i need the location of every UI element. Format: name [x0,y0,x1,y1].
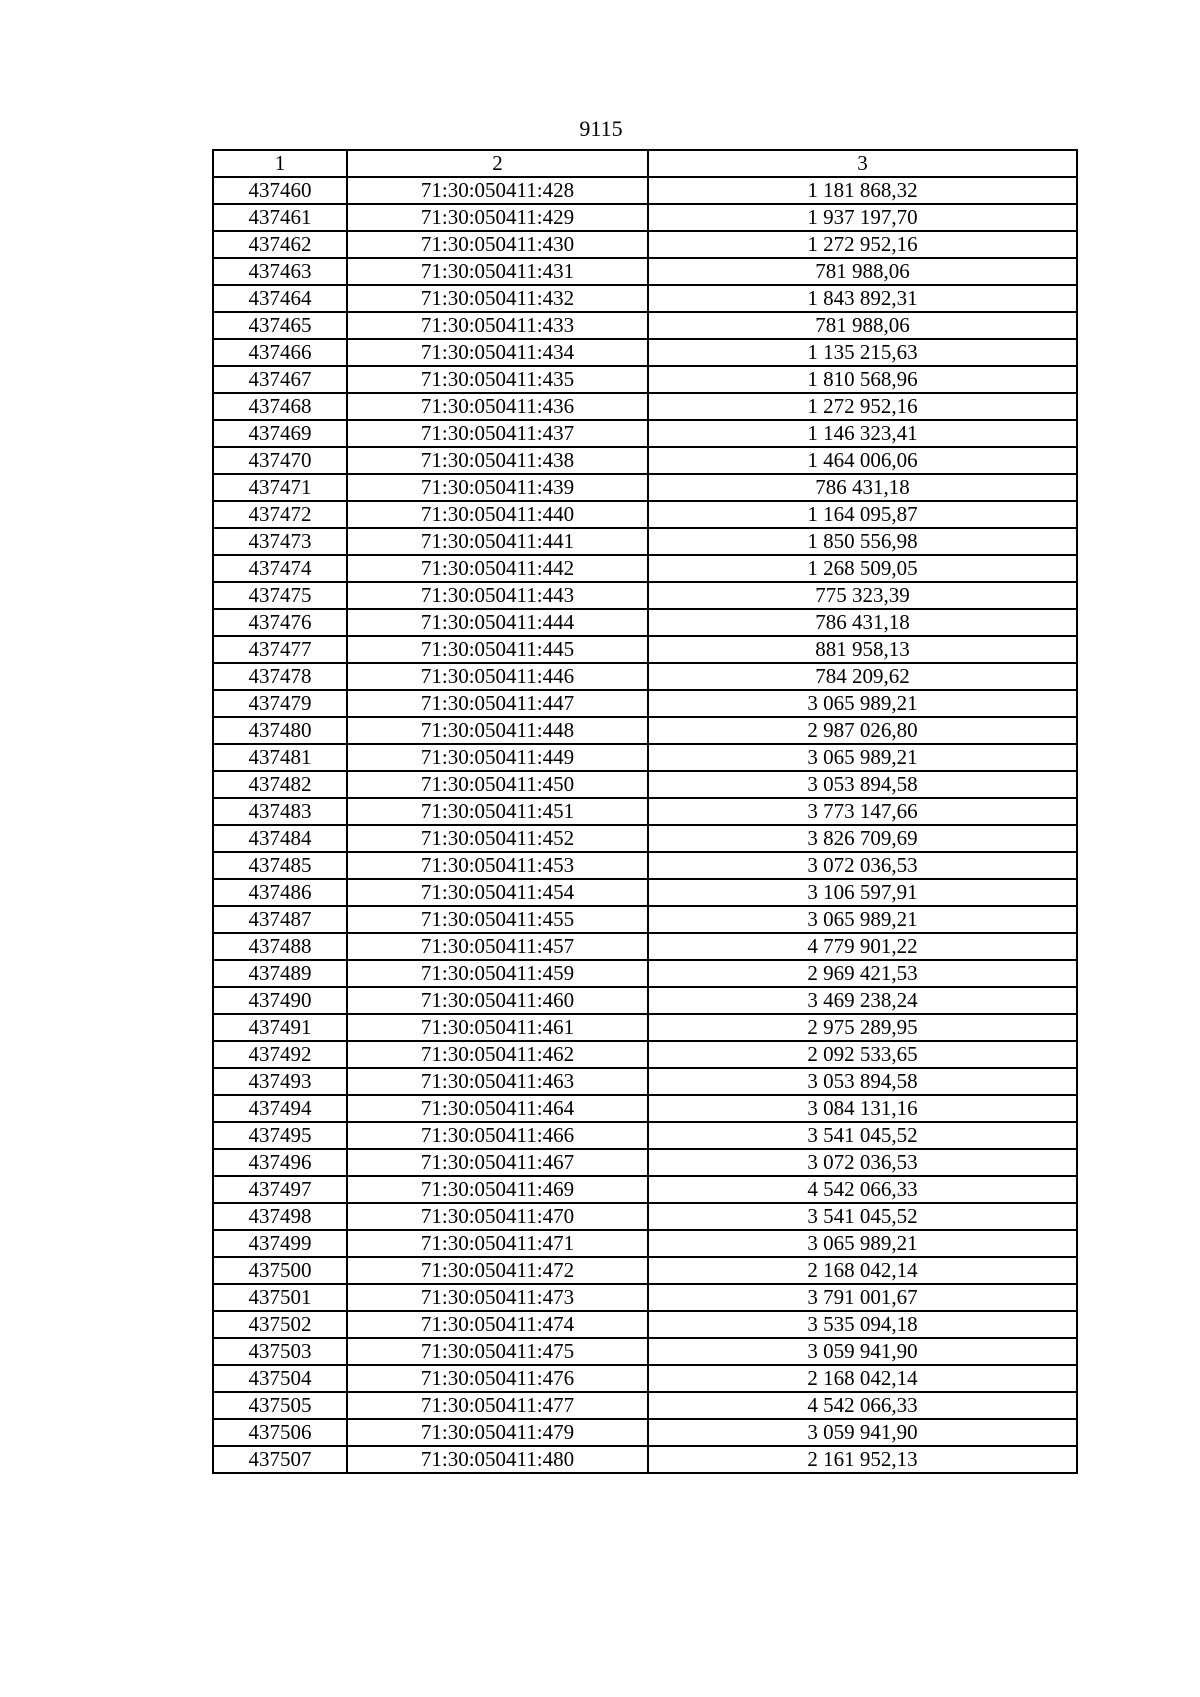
row-number-cell: 437490 [213,987,347,1014]
header-row [213,150,1077,177]
cadastral-number-cell: 71:30:050411:471 [347,1230,648,1257]
table-row [213,1446,1077,1473]
cadastral-number-cell: 71:30:050411:452 [347,825,648,852]
table-row [213,798,1077,825]
cadastral-number-cell: 71:30:050411:466 [347,1122,648,1149]
cadastral-number-cell: 71:30:050411:433 [347,312,648,339]
value-cell: 1 810 568,96 [648,366,1077,393]
row-number-cell: 437460 [213,177,347,204]
cadastral-number-cell: 71:30:050411:437 [347,420,648,447]
value-cell: 1 272 952,16 [648,393,1077,420]
cadastral-number-cell: 71:30:050411:475 [347,1338,648,1365]
row-number-cell: 437489 [213,960,347,987]
value-cell: 1 937 197,70 [648,204,1077,231]
row-number-cell: 437463 [213,258,347,285]
cadastral-number-cell: 71:30:050411:428 [347,177,648,204]
cadastral-number-cell: 71:30:050411:457 [347,933,648,960]
table-row [213,1203,1077,1230]
cadastral-number-cell: 71:30:050411:461 [347,1014,648,1041]
table-row [213,204,1077,231]
table-row [213,258,1077,285]
row-number-cell: 437501 [213,1284,347,1311]
value-cell: 1 135 215,63 [648,339,1077,366]
row-number-cell: 437492 [213,1041,347,1068]
table-row [213,555,1077,582]
value-cell: 3 065 989,21 [648,690,1077,717]
table-row [213,1419,1077,1446]
cadastral-number-cell: 71:30:050411:472 [347,1257,648,1284]
table-row [213,636,1077,663]
table-row [213,285,1077,312]
value-cell: 3 773 147,66 [648,798,1077,825]
row-number-cell: 437466 [213,339,347,366]
row-number-cell: 437493 [213,1068,347,1095]
value-cell: 784 209,62 [648,663,1077,690]
value-cell: 1 146 323,41 [648,420,1077,447]
cadastral-number-cell: 71:30:050411:470 [347,1203,648,1230]
value-cell: 4 542 066,33 [648,1392,1077,1419]
cadastral-number-cell: 71:30:050411:449 [347,744,648,771]
row-number-cell: 437469 [213,420,347,447]
row-number-cell: 437475 [213,582,347,609]
value-cell: 2 092 533,65 [648,1041,1077,1068]
row-number-cell: 437495 [213,1122,347,1149]
row-number-cell: 437473 [213,528,347,555]
table-row [213,771,1077,798]
row-number-cell: 437486 [213,879,347,906]
cadastral-number-cell: 71:30:050411:443 [347,582,648,609]
value-cell: 881 958,13 [648,636,1077,663]
table-row [213,906,1077,933]
row-number-cell: 437471 [213,474,347,501]
cadastral-number-cell: 71:30:050411:435 [347,366,648,393]
value-cell: 2 975 289,95 [648,1014,1077,1041]
cadastral-number-cell: 71:30:050411:460 [347,987,648,1014]
page-number-text: 9115 [579,116,623,141]
value-cell: 3 065 989,21 [648,1230,1077,1257]
cadastral-number-cell: 71:30:050411:439 [347,474,648,501]
row-number-cell: 437499 [213,1230,347,1257]
table-row [213,420,1077,447]
table-row [213,1122,1077,1149]
table-row [213,1176,1077,1203]
cadastral-number-cell: 71:30:050411:431 [347,258,648,285]
table-row [213,393,1077,420]
table-row [213,879,1077,906]
value-cell: 3 826 709,69 [648,825,1077,852]
cadastral-number-cell: 71:30:050411:445 [347,636,648,663]
value-cell: 3 053 894,58 [648,1068,1077,1095]
row-number-cell: 437462 [213,231,347,258]
row-number-cell: 437497 [213,1176,347,1203]
value-cell: 1 272 952,16 [648,231,1077,258]
cadastral-number-cell: 71:30:050411:451 [347,798,648,825]
row-number-cell: 437481 [213,744,347,771]
cadastral-number-cell: 71:30:050411:436 [347,393,648,420]
table-body [213,177,1077,1473]
value-cell: 3 541 045,52 [648,1122,1077,1149]
cadastral-number-cell: 71:30:050411:480 [347,1446,648,1473]
value-cell: 781 988,06 [648,258,1077,285]
table-row [213,1284,1077,1311]
value-cell: 3 053 894,58 [648,771,1077,798]
table-row [213,1149,1077,1176]
table-row [213,1338,1077,1365]
row-number-cell: 437507 [213,1446,347,1473]
row-number-cell: 437465 [213,312,347,339]
row-number-cell: 437502 [213,1311,347,1338]
row-number-cell: 437478 [213,663,347,690]
value-cell: 1 464 006,06 [648,447,1077,474]
table-row [213,960,1077,987]
value-cell: 1 181 868,32 [648,177,1077,204]
cadastral-number-cell: 71:30:050411:474 [347,1311,648,1338]
cadastral-number-cell: 71:30:050411:430 [347,231,648,258]
table-row [213,501,1077,528]
row-number-cell: 437506 [213,1419,347,1446]
value-cell: 3 065 989,21 [648,906,1077,933]
cadastral-number-cell: 71:30:050411:467 [347,1149,648,1176]
column-header-1: 1 [213,150,347,177]
value-cell: 786 431,18 [648,474,1077,501]
row-number-cell: 437487 [213,906,347,933]
row-number-cell: 437470 [213,447,347,474]
registry-table [212,149,1078,1474]
table-row [213,609,1077,636]
table-row [213,1257,1077,1284]
row-number-cell: 437480 [213,717,347,744]
row-number-cell: 437491 [213,1014,347,1041]
row-number-cell: 437477 [213,636,347,663]
cadastral-number-cell: 71:30:050411:464 [347,1095,648,1122]
value-cell: 775 323,39 [648,582,1077,609]
value-cell: 3 791 001,67 [648,1284,1077,1311]
table-row [213,1392,1077,1419]
row-number-cell: 437479 [213,690,347,717]
column-header-3: 3 [648,150,1077,177]
value-cell: 3 541 045,52 [648,1203,1077,1230]
table-row [213,474,1077,501]
cadastral-number-cell: 71:30:050411:434 [347,339,648,366]
cadastral-number-cell: 71:30:050411:447 [347,690,648,717]
value-cell: 3 059 941,90 [648,1419,1077,1446]
value-cell: 3 072 036,53 [648,852,1077,879]
value-cell: 786 431,18 [648,609,1077,636]
row-number-cell: 437498 [213,1203,347,1230]
cadastral-number-cell: 71:30:050411:479 [347,1419,648,1446]
cadastral-number-cell: 71:30:050411:469 [347,1176,648,1203]
table-row [213,1365,1077,1392]
value-cell: 1 850 556,98 [648,528,1077,555]
table-header [213,150,1077,177]
value-cell: 3 065 989,21 [648,744,1077,771]
cadastral-number-cell: 71:30:050411:463 [347,1068,648,1095]
value-cell: 2 168 042,14 [648,1257,1077,1284]
row-number-cell: 437482 [213,771,347,798]
row-number-cell: 437485 [213,852,347,879]
table-row [213,852,1077,879]
row-number-cell: 437503 [213,1338,347,1365]
row-number-cell: 437484 [213,825,347,852]
table-row [213,582,1077,609]
cadastral-number-cell: 71:30:050411:459 [347,960,648,987]
row-number-cell: 437483 [213,798,347,825]
cadastral-number-cell: 71:30:050411:444 [347,609,648,636]
cadastral-number-cell: 71:30:050411:442 [347,555,648,582]
cadastral-number-cell: 71:30:050411:446 [347,663,648,690]
value-cell: 4 779 901,22 [648,933,1077,960]
table-row [213,1230,1077,1257]
table-row [213,987,1077,1014]
value-cell: 1 164 095,87 [648,501,1077,528]
table-row [213,663,1077,690]
table-row [213,1311,1077,1338]
value-cell: 2 987 026,80 [648,717,1077,744]
value-cell: 3 084 131,16 [648,1095,1077,1122]
row-number-cell: 437464 [213,285,347,312]
table-row [213,717,1077,744]
row-number-cell: 437500 [213,1257,347,1284]
row-number-cell: 437474 [213,555,347,582]
table-row [213,1095,1077,1122]
value-cell: 3 106 597,91 [648,879,1077,906]
cadastral-number-cell: 71:30:050411:455 [347,906,648,933]
table-row [213,447,1077,474]
table-row [213,1068,1077,1095]
value-cell: 781 988,06 [648,312,1077,339]
cadastral-number-cell: 71:30:050411:438 [347,447,648,474]
row-number-cell: 437467 [213,366,347,393]
row-number-cell: 437505 [213,1392,347,1419]
value-cell: 2 161 952,13 [648,1446,1077,1473]
cadastral-number-cell: 71:30:050411:448 [347,717,648,744]
table-row [213,528,1077,555]
row-number-cell: 437468 [213,393,347,420]
cadastral-number-cell: 71:30:050411:462 [347,1041,648,1068]
table-row [213,744,1077,771]
cadastral-number-cell: 71:30:050411:432 [347,285,648,312]
cadastral-number-cell: 71:30:050411:453 [347,852,648,879]
table-row [213,177,1077,204]
value-cell: 3 059 941,90 [648,1338,1077,1365]
cadastral-number-cell: 71:30:050411:440 [347,501,648,528]
cadastral-number-cell: 71:30:050411:477 [347,1392,648,1419]
value-cell: 1 268 509,05 [648,555,1077,582]
table-row [213,1041,1077,1068]
cadastral-number-cell: 71:30:050411:429 [347,204,648,231]
value-cell: 3 072 036,53 [648,1149,1077,1176]
value-cell: 2 168 042,14 [648,1365,1077,1392]
row-number-cell: 437504 [213,1365,347,1392]
row-number-cell: 437488 [213,933,347,960]
row-number-cell: 437494 [213,1095,347,1122]
cadastral-number-cell: 71:30:050411:454 [347,879,648,906]
page-number [0,116,1200,142]
column-header-2: 2 [347,150,648,177]
value-cell: 2 969 421,53 [648,960,1077,987]
row-number-cell: 437461 [213,204,347,231]
table-row [213,231,1077,258]
value-cell: 3 469 238,24 [648,987,1077,1014]
table-row [213,366,1077,393]
table-row [213,312,1077,339]
value-cell: 3 535 094,18 [648,1311,1077,1338]
table-row [213,339,1077,366]
value-cell: 4 542 066,33 [648,1176,1077,1203]
table-row [213,690,1077,717]
cadastral-number-cell: 71:30:050411:476 [347,1365,648,1392]
cadastral-number-cell: 71:30:050411:441 [347,528,648,555]
value-cell: 1 843 892,31 [648,285,1077,312]
table-row [213,1014,1077,1041]
row-number-cell: 437476 [213,609,347,636]
row-number-cell: 437472 [213,501,347,528]
table-row [213,825,1077,852]
row-number-cell: 437496 [213,1149,347,1176]
cadastral-number-cell: 71:30:050411:450 [347,771,648,798]
table-row [213,933,1077,960]
cadastral-number-cell: 71:30:050411:473 [347,1284,648,1311]
